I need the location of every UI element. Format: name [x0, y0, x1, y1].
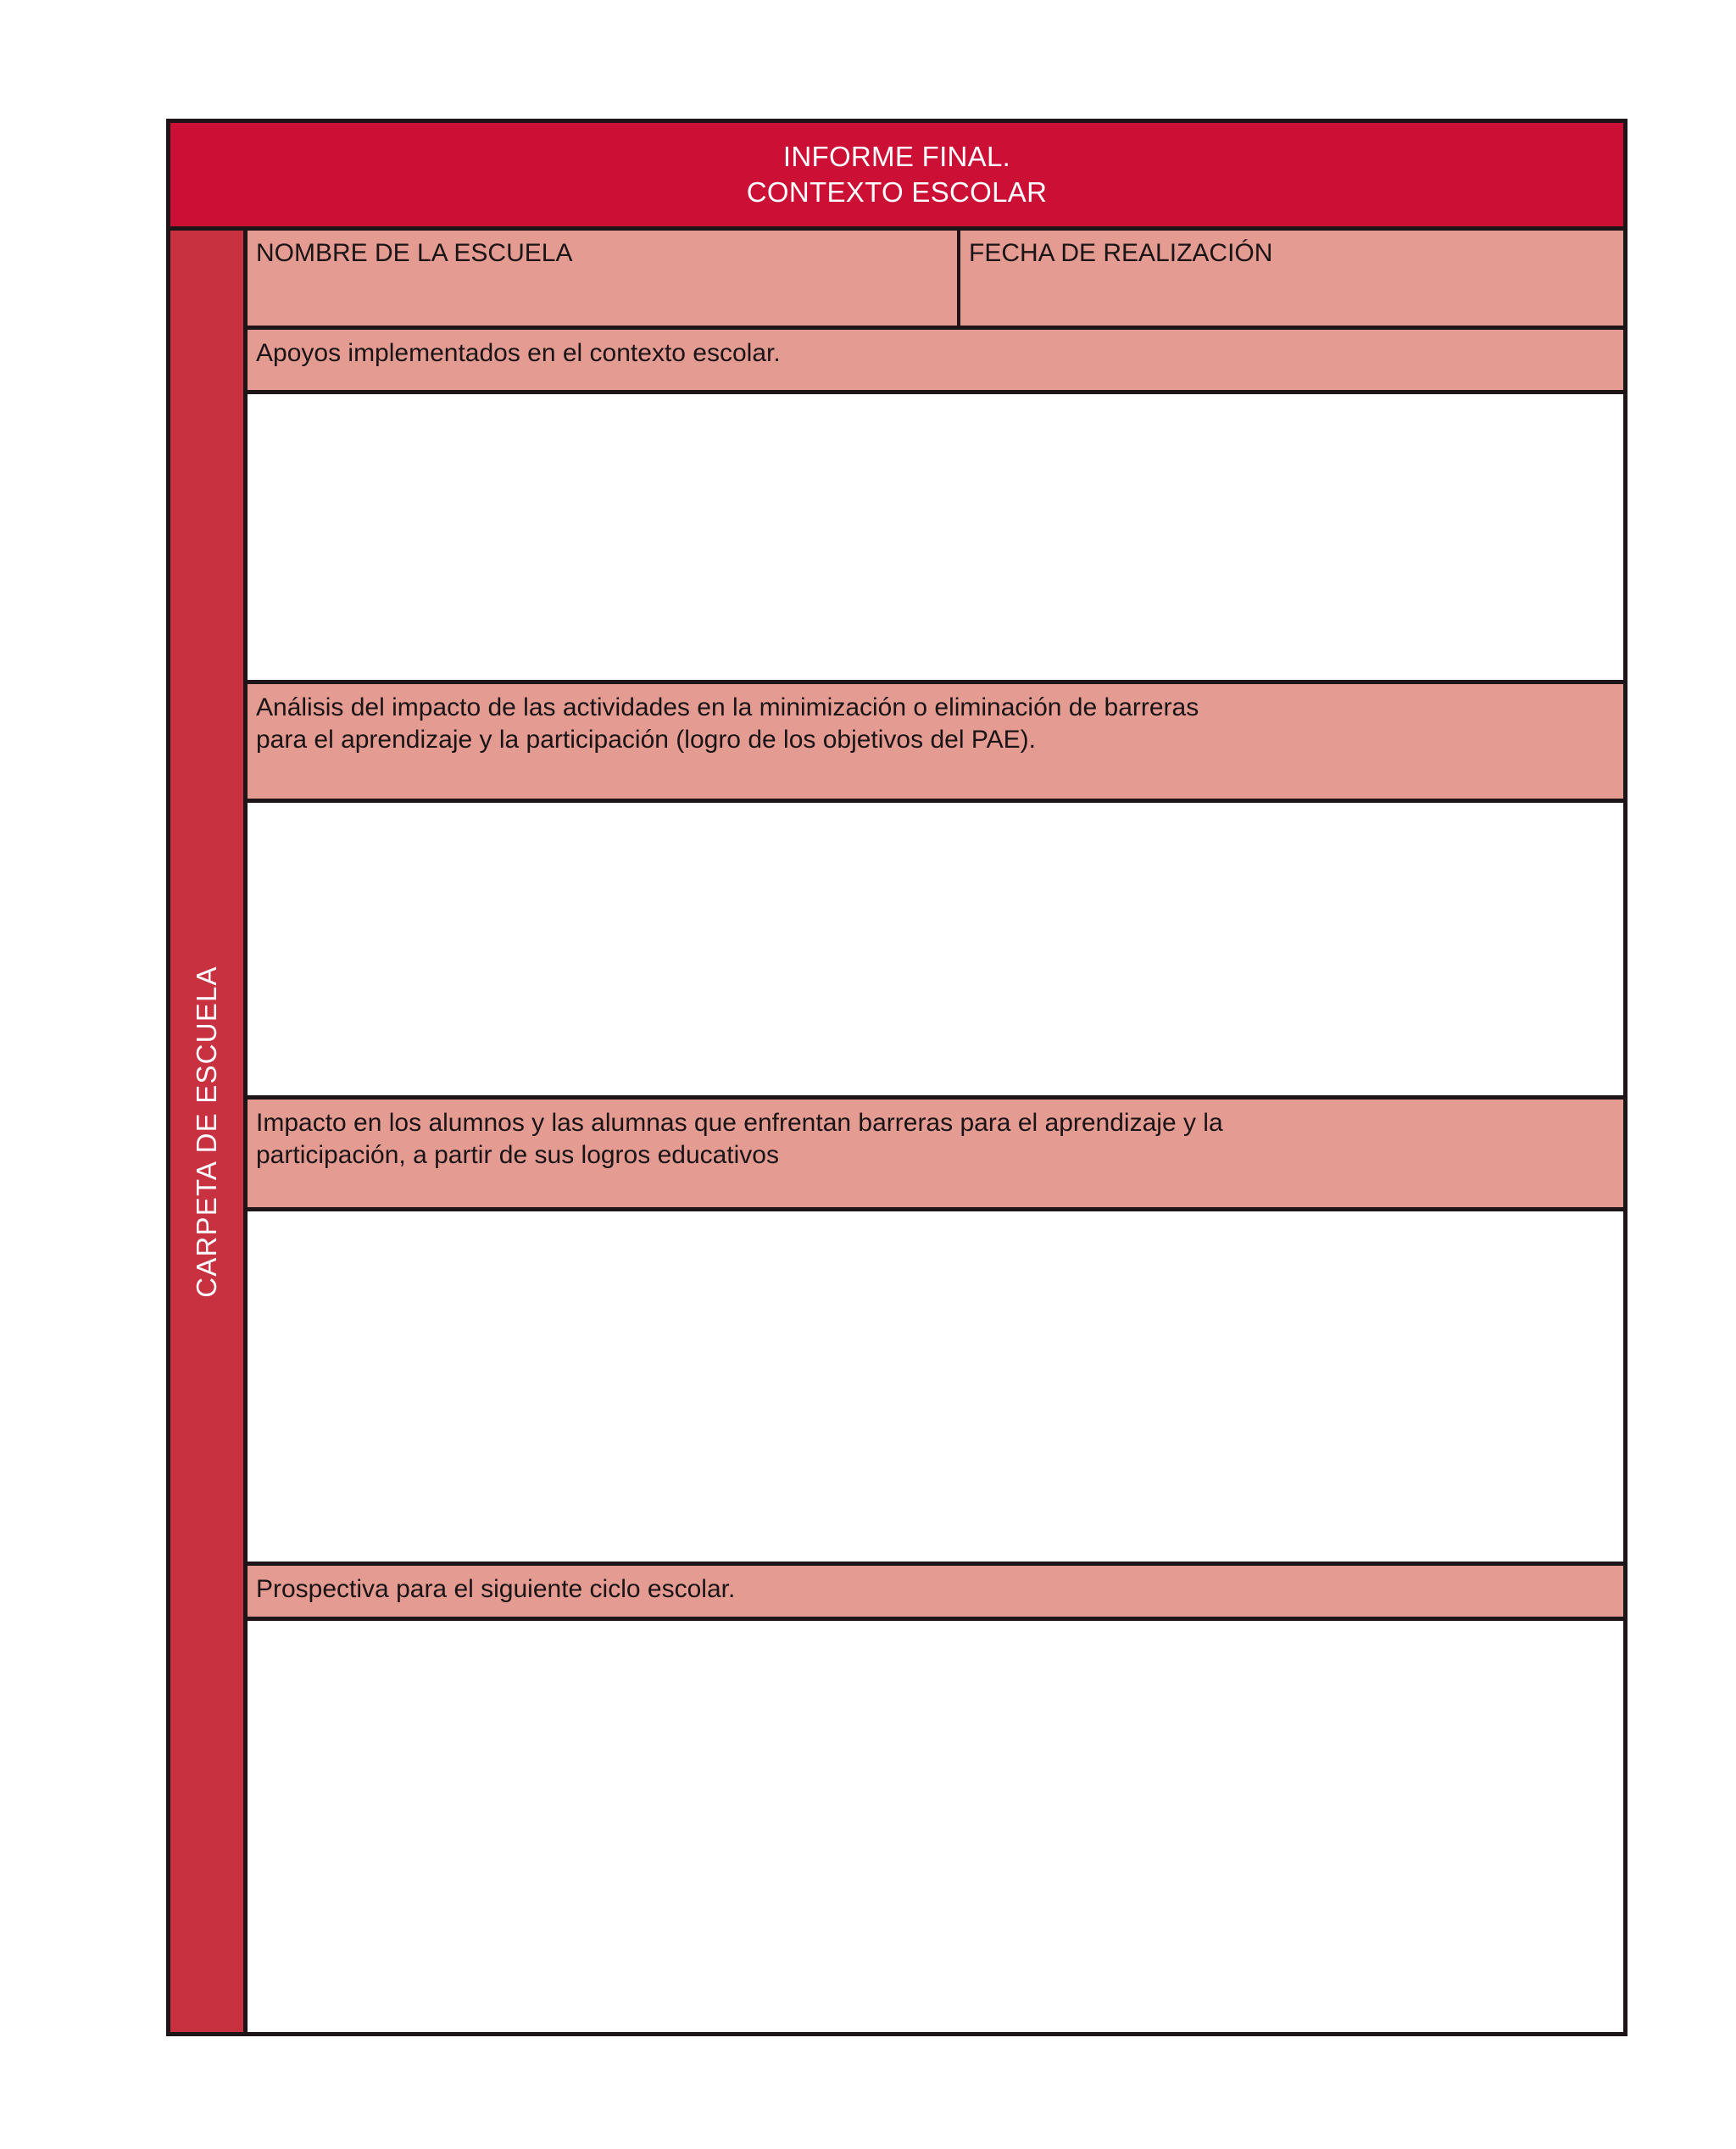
school-name-label: NOMBRE DE LA ESCUELA: [256, 239, 573, 267]
answer-field-impacto[interactable]: [248, 1211, 1623, 1566]
form-title-banner: [170, 123, 1623, 231]
form-content-column: [248, 231, 1623, 2032]
date-field[interactable]: [960, 231, 1623, 326]
answer-field-prospectiva[interactable]: [248, 1621, 1623, 2032]
section-heading-impacto-line-2: participación, a partir de sus logros educativos: [256, 1141, 779, 1170]
section-heading-analisis: [248, 684, 1623, 803]
section-heading-apoyos-line-1: Apoyos implementados en el contexto escolar.: [256, 339, 781, 367]
form-title-line-1: INFORME FINAL.: [782, 140, 1011, 172]
answer-field-analisis[interactable]: [248, 803, 1623, 1100]
section-heading-prospectiva-line-1: Prospectiva para el siguiente ciclo escolar.: [256, 1575, 736, 1603]
form-title-line-2: CONTEXTO ESCOLAR: [746, 176, 1048, 208]
sidebar-label: CARPETA DE ESCUELA: [191, 965, 222, 1298]
sidebar-carpeta-de-escuela: [170, 231, 248, 2032]
section-heading-impacto: [248, 1100, 1623, 1211]
section-heading-analisis-line-2: para el aprendizaje y la participación (logro de los objetivos del PAE).: [256, 726, 1036, 754]
date-label: FECHA DE REALIZACIÓN: [969, 239, 1273, 267]
informe-final-form-table: [166, 119, 1628, 2036]
identification-row: [248, 231, 1623, 330]
form-body: [170, 231, 1623, 2032]
section-heading-apoyos: [248, 330, 1623, 394]
answer-field-apoyos[interactable]: [248, 394, 1623, 684]
section-heading-impacto-line-1: Impacto en los alumnos y las alumnas que enfrentan barreras para el aprendizaje y la: [256, 1109, 1223, 1137]
section-heading-analisis-line-1: Análisis del impacto de las actividades en la minimización o eliminación de barreras: [256, 693, 1199, 721]
section-heading-prospectiva: [248, 1566, 1623, 1621]
school-name-field[interactable]: [248, 231, 960, 326]
